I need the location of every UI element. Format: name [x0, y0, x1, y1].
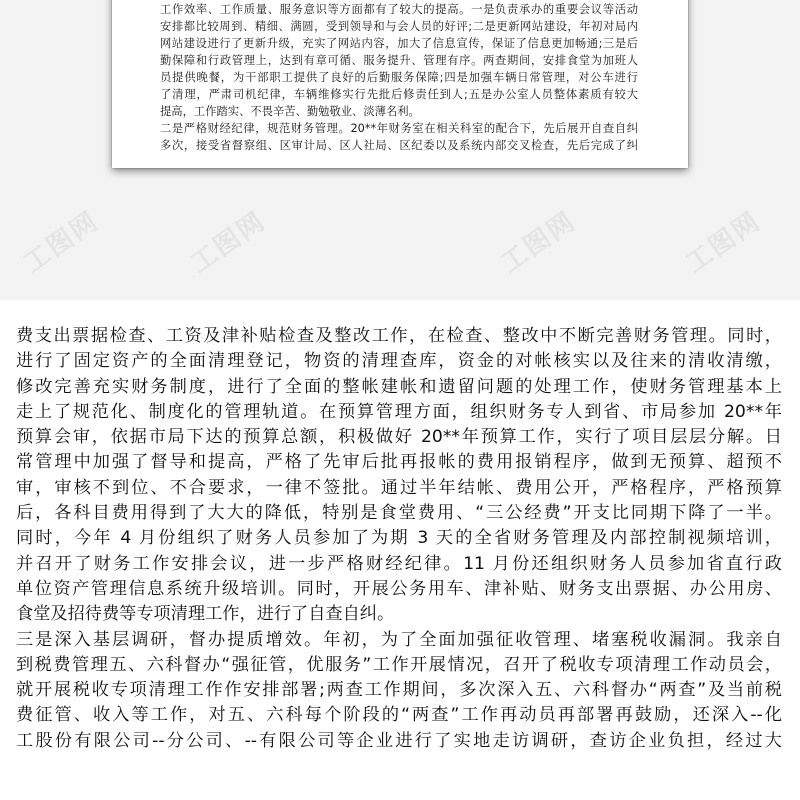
- thumbnail-text-block: [160, 0, 638, 154]
- watermark-logo: 工图网: [185, 206, 272, 279]
- watermark-logo: 工图网: [495, 206, 582, 279]
- document-page-thumbnail[interactable]: [112, 0, 688, 168]
- watermark-logo: 工图网: [680, 206, 767, 279]
- thumbnail-line: 了清理，严肃司机纪律，车辆维修实行先批后修责任到人;五是办公室人员整体素质有较大: [160, 88, 638, 101]
- body-line: 进行了固定资产的全面清理登记，物资的清理查库，资金的对帐核实以及往来的清收清缴，: [16, 351, 782, 372]
- body-line: 三是深入基层调研，督办提质增效。年初，为了全面加强征收管理、堵塞税收漏洞。我亲自: [16, 629, 782, 650]
- body-line: 费支出票据检查、工资及津补贴检查及整改工作，在检查、整改中不断完善财务管理。同时，: [16, 326, 782, 346]
- body-line: 后，各科目费用得到了大大的降低，特别是食堂费用、“三公经费”开支比同期下降了一半。: [16, 503, 782, 524]
- body-line: 食堂及招待费等专项清理工作，进行了自查自纠。: [16, 604, 395, 625]
- body-line: 就开展税收专项清理工作作安排部署;两查工作期间，多次深入五、六科督办“两查”及当前税: [16, 680, 782, 701]
- thumbnail-line: 安排都比较周到、精细、满圆，受到领导和与会人员的好评;二是更新网站建设，年初对局内: [160, 20, 638, 33]
- body-line: 审，审核不到位、不合要求，一律不签批。通过半年结帐、费用公开，严格程序，严格预算: [16, 477, 782, 498]
- document-body-text: [16, 324, 782, 754]
- thumbnail-line: 网站建设进行了更新升级，充实了网站内容，加大了信息宣传，保证了信息更加畅通;三是后: [160, 37, 638, 50]
- body-line: 费征管、收入等工作，对五、六科每个阶段的“两查”工作再动员再部署再鼓励，还深入--化: [16, 705, 782, 726]
- thumbnail-line: 二是严格财经纪律，规范财务管理。20**年财务室在相关科室的配合下，先后展开自查自纠: [160, 122, 638, 135]
- body-line: 修改完善充实财务制度，进行了全面的整帐建帐和遗留问题的处理工作，使财务管理基本上: [16, 376, 782, 397]
- body-line: 到税费管理五、六科督办“强征管，优服务”工作开展情况，召开了税收专项清理工作动员会，: [16, 654, 782, 675]
- body-line: 工股份有限公司--分公司、--有限公司等企业进行了实地走访调研，查访企业负担，经过大: [16, 730, 782, 751]
- body-line: 预算会审，依据市局下达的预算总额，积极做好 20**年预算工作，实行了项目层层分解。日: [16, 427, 782, 448]
- thumbnail-line: 提高，工作踏实、不畏辛苦、勤勉敬业、淡薄名利。: [160, 105, 420, 118]
- page-preview-area: [0, 0, 800, 300]
- body-line: 走上了规范化、制度化的管理轨道。在预算管理方面，组织财务专人到省、市局参加 20**年: [16, 401, 782, 422]
- watermark-logo: 工图网: [18, 206, 105, 279]
- thumbnail-line: 员提供晚餐，为干部职工提供了良好的后勤服务保障;四是加强车辆日常管理，对公车进行: [160, 71, 638, 84]
- thumbnail-line: 勤保障和行政管理上，达到有章可循、服务提升、管理有序。两查期间，安排食堂为加班人: [160, 54, 638, 67]
- body-line: 同时，今年 4 月份组织了财务人员参加了为期 3 天的全省财务管理及内部控制视频培训，: [16, 528, 782, 549]
- body-line: 并召开了财务工作安排会议，进一步严格财经纪律。11 月份还组织财务人员参加省直行政: [16, 553, 782, 574]
- thumbnail-line: 工作效率、工作质量、服务意识等方面都有了较大的提高。一是负责承办的重要会议等活动: [160, 3, 638, 16]
- body-line: 常管理中加强了督导和提高，严格了先审后批再报帐的费用报销程序，做到无预算、超预不: [16, 452, 782, 473]
- body-line: 单位资产管理信息系统升级培训。同时，开展公务用车、津补贴、财务支出票据、办公用房、: [16, 578, 782, 599]
- thumbnail-line: 多次，接受省督察组、区审计局、区人社局、区纪委以及系统内部交叉检查，先后完成了纠: [160, 139, 638, 152]
